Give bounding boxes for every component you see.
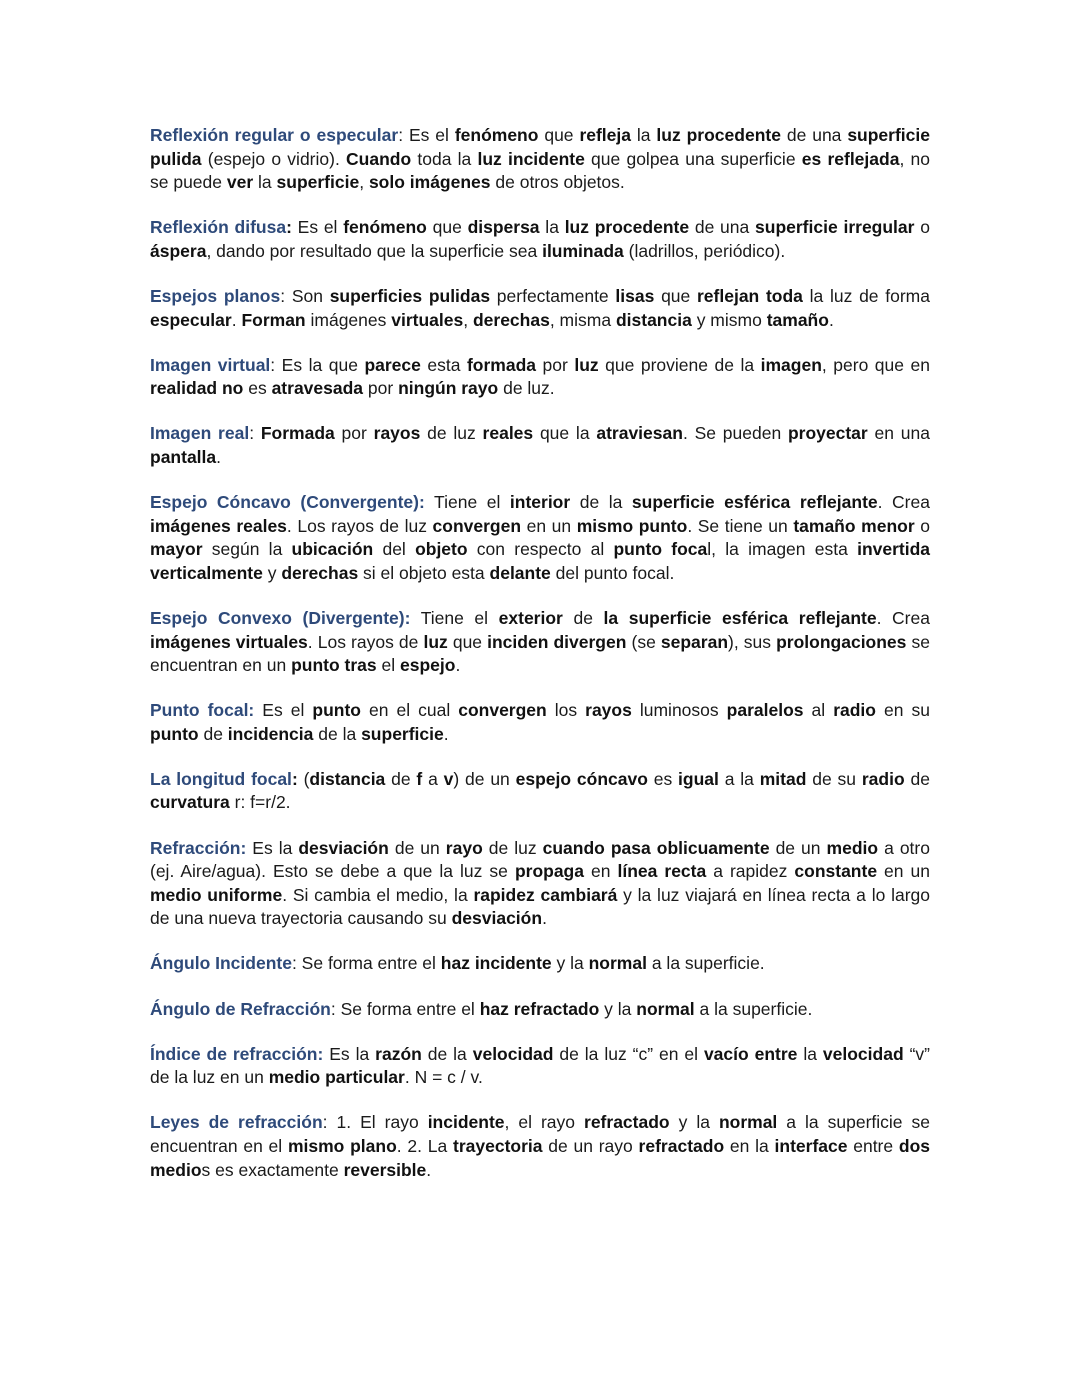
body-text: r: f=r/2. [229,792,291,813]
body-text: : Se forma entre el [291,953,441,974]
bold-keyword: velocidad [822,1043,904,1064]
bold-keyword: : [291,768,298,789]
paragraph-imagen-virtual [150,354,930,401]
body-text: . [231,309,242,330]
bold-keyword: rayos [585,700,632,721]
bold-keyword: ningún rayo [398,378,499,399]
body-text: de una [689,217,756,238]
body-text: según la [202,539,292,560]
term-heading: Espejos planos [150,285,281,306]
paragraph-reflexion-difusa [150,216,930,263]
body-text: , dando por resultado que la superficie sea [206,240,543,261]
bold-keyword: punto [150,723,199,744]
bold-keyword: incidente [427,1112,505,1133]
bold-keyword: mismo plano [287,1135,397,1156]
body-text: que [447,631,488,652]
body-text: de su [806,768,862,789]
body-text: el [376,655,401,676]
bold-keyword: realidad no [150,378,244,399]
body-text: l, la imagen esta [707,539,858,560]
bold-keyword: cuando pasa oblicuamente [542,837,770,858]
body-text: si el objeto esta [358,562,490,583]
bold-keyword: superficie esférica reflejante [631,492,878,513]
body-text: : 1. El rayo [322,1112,428,1133]
paragraph-imagen-real [150,422,930,469]
bold-keyword: virtuales [391,309,464,330]
body-text: en [583,861,618,882]
body-text: luminosos [631,700,727,721]
body-text: Es el [291,217,344,238]
body-text: : [249,423,261,444]
body-text: Es la [246,837,299,858]
body-text: en un [877,861,931,882]
term-heading: Ángulo Incidente [150,953,292,974]
bold-keyword: es reflejada [801,148,900,169]
bold-keyword: línea recta [617,861,707,882]
term-heading: Punto focal: [150,700,255,721]
bold-keyword: paralelos [726,700,804,721]
term-heading: Reflexión regular o especular [150,125,399,145]
bold-keyword: espejo [400,655,456,676]
bold-keyword: medio uniforme [150,884,283,905]
bold-keyword: punto [312,700,361,721]
bold-keyword: prolongaciones [776,631,907,652]
body-text: . [426,1159,432,1180]
body-text: Tiene el [410,607,499,628]
body-text: de [198,723,228,744]
bold-keyword: convergen [432,515,522,536]
body-text: por [363,378,399,399]
bold-keyword: desviación [298,837,389,858]
body-text: de [904,768,930,789]
bold-keyword: Cuando [346,148,412,169]
body-text: . [828,309,834,330]
bold-keyword: áspera [150,240,207,261]
bold-keyword: luz [423,631,448,652]
paragraph-punto-focal [150,699,930,746]
body-text: que la [533,423,597,444]
bold-keyword: superficies pulidas [329,285,491,306]
body-text: . [542,908,547,929]
bold-keyword: pantalla [150,446,217,467]
body-text: que [426,217,468,238]
body-text: . [443,723,449,744]
body-text: ( [297,768,310,789]
bold-keyword: lisas [615,285,655,306]
paragraph-espejo-concavo [150,491,930,585]
term-heading: Índice de refracción: [150,1043,324,1064]
bold-keyword: mismo punto [576,515,688,536]
paragraph-angulo-incidente [150,952,930,976]
body-text: a la superficie. [694,998,813,1019]
body-text: de [562,607,604,628]
bold-keyword: formada [466,354,537,375]
body-text: imágenes [305,309,392,330]
bold-keyword: invertida verticalmente [150,539,931,583]
term-heading: La longitud focal [150,768,292,789]
paragraph-angulo-refraccion [150,998,930,1022]
body-text: : Es el [398,125,455,145]
paragraph-espejo-convexo [150,607,930,678]
paragraph-refraccion [150,837,930,931]
bold-keyword: imagen [760,354,822,375]
bold-keyword: interface [774,1135,848,1156]
body-text: de la luz “c” en el [553,1043,704,1064]
bold-keyword: espejo cóncavo [515,768,648,789]
body-text: y la [669,1112,719,1133]
body-text: con respecto al [467,539,614,560]
term-heading: Reflexión difusa [150,217,287,238]
body-text: por [334,423,374,444]
body-text: perfectamente [490,285,616,306]
bold-keyword: imágenes reales [150,515,287,536]
bold-keyword: radio [833,700,876,721]
body-text: “v” de la luz en un [150,1043,930,1088]
body-text: de un [388,837,446,858]
body-text: ), sus [728,631,777,652]
bold-keyword: curvatura [150,792,230,813]
body-text: del [373,539,416,560]
bold-keyword: parece [364,354,421,375]
bold-keyword: igual [678,768,719,789]
body-text: : Son [280,285,330,306]
body-text: . Los rayos de luz [286,515,433,536]
body-text: y la [551,953,589,974]
bold-keyword: haz refractado [479,998,600,1019]
body-text: . Se pueden [682,423,788,444]
body-text: se encuentran en un [150,631,930,676]
bold-keyword: superficie [276,172,360,193]
bold-keyword: fenómeno [343,217,427,238]
body-text: la [631,125,657,145]
paragraph-indice-refraccion [150,1043,930,1090]
body-text: y la [599,998,637,1019]
body-text: de la [313,723,362,744]
body-text: : Es la que [270,354,365,375]
document-page [150,124,930,1204]
body-text: (espejo o vidrio). [201,148,347,169]
bold-keyword: distancia [309,768,386,789]
bold-keyword: normal [636,998,695,1019]
bold-keyword: rayo [445,837,483,858]
bold-keyword: dos medio [150,1135,931,1180]
body-text: de luz [420,423,483,444]
bold-keyword: fenómeno [454,125,539,145]
bold-keyword: convergen [458,700,547,721]
bold-keyword: distancia [615,309,692,330]
bold-keyword: reales [482,423,534,444]
body-text: que proviene de la [598,354,761,375]
bold-keyword: incidencia [227,723,314,744]
body-text: en un [521,515,577,536]
body-text: de la [421,1043,473,1064]
body-text: que golpea una superficie [584,148,802,169]
bold-keyword: luz incidente [477,148,585,169]
bold-keyword: tamaño [766,309,829,330]
term-heading: Espejo Convexo (Divergente): [150,607,411,628]
bold-keyword: luz procedente [656,125,781,145]
bold-keyword: objeto [415,539,468,560]
bold-keyword: ver [226,172,254,193]
body-text: la [253,172,277,193]
body-text: en la [724,1135,775,1156]
body-text: a la [718,768,760,789]
bold-keyword: delante [489,562,551,583]
bold-keyword: superficie pulida [150,125,930,169]
bold-keyword: reflejan toda [697,285,803,306]
body-text: a la superficie. [646,953,765,974]
bold-keyword: rayos [373,423,421,444]
body-text: en su [875,700,930,721]
body-text: s es exactamente [201,1159,344,1180]
bold-keyword: atraviesan [596,423,683,444]
bold-keyword: superficie irregular [755,217,915,238]
body-text: de una [780,125,848,145]
body-text: . Si cambia el medio, la [282,884,474,905]
body-text: Tiene el [424,492,510,513]
term-heading: Refracción: [150,837,247,858]
bold-keyword: exterior [498,607,563,628]
body-text: esta [420,354,467,375]
body-text: . Crea [876,607,930,628]
body-text: de luz [482,837,543,858]
bold-keyword: atravesada [271,378,364,399]
body-text: es [647,768,679,789]
body-text: a [422,768,444,789]
bold-keyword: v [443,768,454,789]
body-text: o [914,217,930,238]
body-text: por [536,354,575,375]
bold-keyword: vacío entre [703,1043,798,1064]
bold-keyword: normal [718,1112,778,1133]
bold-keyword: Forman [241,309,306,330]
body-text: de otros objetos. [490,172,625,193]
body-text: en el cual [360,700,459,721]
paragraph-leyes-refraccion [150,1111,930,1182]
body-text: . Crea [877,492,930,513]
bold-keyword: refleja [579,125,631,145]
term-heading: Espejo Cóncavo (Convergente): [150,492,425,513]
bold-keyword: f [416,768,423,789]
bold-keyword: interior [509,492,571,513]
bold-keyword: reversible [343,1159,427,1180]
body-text: de luz. [498,378,555,399]
bold-keyword: mayor [150,539,203,560]
body-text: y [262,562,282,583]
body-text: del punto focal. [550,562,675,583]
body-text: , no se puede [150,148,930,193]
body-text: de un rayo [542,1135,639,1156]
body-text: ) de un [453,768,516,789]
bold-keyword: velocidad [472,1043,554,1064]
bold-keyword: punto foca [613,539,708,560]
bold-keyword: desviación [451,908,543,929]
bold-keyword: refractado [584,1112,670,1133]
body-text: Es la [323,1043,376,1064]
bold-keyword: trayectoria [453,1135,543,1156]
body-text: que [538,125,580,145]
term-heading: Imagen real [150,423,250,444]
term-heading: Imagen virtual [150,354,271,375]
bold-keyword: la superficie esférica reflejante [603,607,877,628]
body-text: la luz de forma [802,285,930,306]
body-text: a la superficie se encuentran en el [150,1112,931,1156]
bold-keyword: especular [150,309,232,330]
paragraph-espejos-planos [150,285,930,332]
body-text: Es el [254,700,313,721]
bold-keyword: Formada [260,423,335,444]
bold-keyword: : [286,217,292,238]
body-text: toda la [411,148,478,169]
term-heading: Leyes de refracción [150,1112,323,1133]
bold-keyword: inciden divergen [487,631,627,652]
bold-keyword: haz incidente [440,953,552,974]
body-text: de un [769,837,827,858]
body-text: a rapidez [706,861,795,882]
bold-keyword: luz procedente [564,217,690,238]
bold-keyword: medio particular [268,1067,405,1088]
body-text: es [243,378,272,399]
body-text: . N = c / v. [404,1067,483,1088]
body-text: (se [626,631,661,652]
body-text: de [385,768,417,789]
body-text: la [797,1043,823,1064]
body-text: , [359,172,369,193]
bold-keyword: derechas [472,309,550,330]
body-text: . Se tiene un [687,515,794,536]
bold-keyword: refractado [638,1135,725,1156]
bold-keyword: constante [794,861,878,882]
bold-keyword: propaga [514,861,584,882]
term-heading: Ángulo de Refracción [150,998,331,1019]
bold-keyword: separan [660,631,729,652]
bold-keyword: luz [574,354,599,375]
body-text: al [803,700,834,721]
body-text: . [216,446,222,467]
body-text: entre [847,1135,899,1156]
body-text: que [654,285,697,306]
body-text: y la luz viajará en línea recta a lo largo de una nueva trayectoria causando su [150,884,931,929]
body-text: , [463,309,473,330]
bold-keyword: punto tras [291,655,377,676]
bold-keyword: radio [861,768,905,789]
body-text: . [455,655,461,676]
body-text: y mismo [691,309,767,330]
bold-keyword: razón [375,1043,422,1064]
bold-keyword: solo imágenes [368,172,491,193]
body-text: los [546,700,586,721]
bold-keyword: rapidez cambiará [473,884,618,905]
bold-keyword: dispersa [467,217,540,238]
body-text: en una [867,423,930,444]
body-text: o [914,515,930,536]
bold-keyword: iluminada [542,240,624,261]
bold-keyword: derechas [281,562,359,583]
bold-keyword: superficie [361,723,444,744]
body-text: la [539,217,565,238]
body-text: . Los rayos de [307,631,424,652]
body-text: a otro (ej. Aire/agua). Esto se debe a que la luz se [150,837,930,882]
bold-keyword: medio [826,837,879,858]
bold-keyword: normal [588,953,647,974]
bold-keyword: ubicación [291,539,374,560]
body-text: (ladrillos, periódico). [623,240,786,261]
paragraph-longitud-focal [150,768,930,815]
body-text: : Se forma entre el [330,998,480,1019]
body-text: , misma [549,309,616,330]
bold-keyword: mitad [759,768,807,789]
bold-keyword: proyectar [787,423,868,444]
bold-keyword: imágenes virtuales [150,631,308,652]
body-text: , el rayo [504,1112,585,1133]
paragraph-reflexion-regular [150,124,930,195]
bold-keyword: tamaño menor [793,515,915,536]
body-text: , pero que en [821,354,930,375]
body-text: . 2. La [396,1135,454,1156]
body-text: de la [570,492,632,513]
